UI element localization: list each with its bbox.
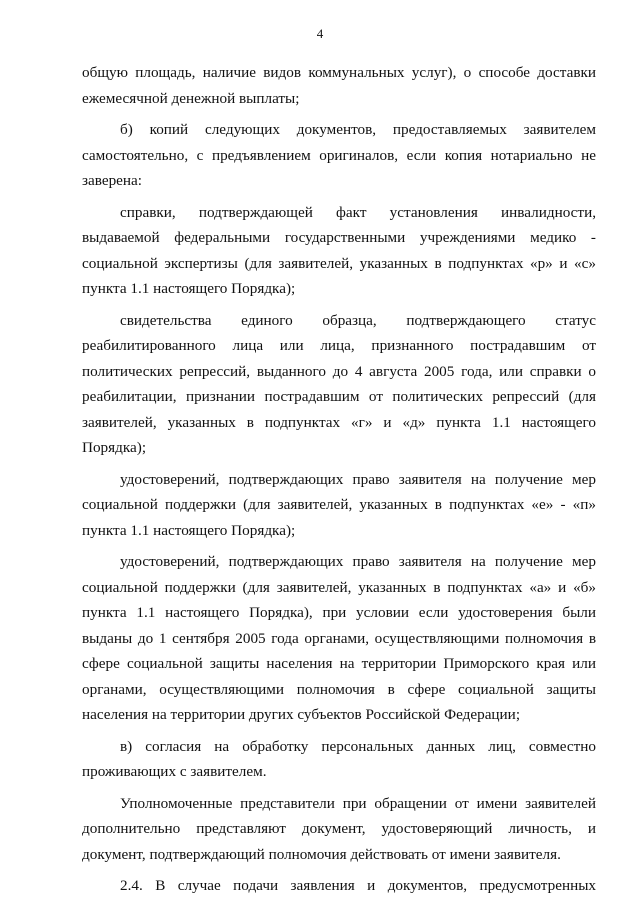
paragraph-continuation: общую площадь, наличие видов коммунальных услуг), о способе доставки ежемесячной денежной выплаты; — [82, 64, 596, 107]
paragraph-ids-e-p: удостоверений, подтверждающих право заявителя на получение мер социальной поддержки (для заявителей, указанных в подпунктах «е» - «п» пункта 1.1 настоящего Порядка); — [82, 470, 596, 539]
paragraph-ids-a-b: удостоверений, подтверждающих право заявителя на получение мер социальной поддержки (для заявителей, указанных в подпунктах «а» и «б» пункта 1.1 настоящего Порядка), при условии если удостоверения были выданы до 1 сентября 2005 года органами, осуществляющими полномочия в сфере социальной защиты населения на территории Приморского края или органами, осуществляющими полномочия в сфере социальной защиты населения на территории других субъектов Российской Федерации; — [82, 553, 596, 723]
paragraph-representatives: Уполномоченные представители при обращении от имени заявителей дополнительно представляют документ, удостоверяющий личность, и документ, подтверждающий полномочия действовать от имени заявителя. — [82, 794, 596, 863]
document-body — [82, 60, 596, 905]
paragraph-item-b: б) копий следующих документов, предоставляемых заявителем самостоятельно, с предъявлением оригиналов, если копия нотариально не заверена: — [82, 121, 596, 189]
page-number: 4 — [316, 26, 324, 41]
paragraph-2-4: 2.4. В случае подачи заявления и документов, предусмотренных — [120, 877, 596, 894]
paragraph-rehabilitation-certificate: свидетельства единого образца, подтверждающего статус реабилитированного лица или лица, признанного пострадавшим от политических репрессий, выданного до 4 августа 2005 года, или справки о реабилитации, признании пострадавшим от политических репрессий (для заявителей, указанных в подпунктах «г» и «д» пункта 1.1 настоящего Порядка); — [82, 311, 596, 456]
paragraph-disability-certificate: справки, подтверждающей факт установления инвалидности, выдаваемой федеральными государственными учреждениями медико - социальной экспертизы (для заявителей, указанных в подпунктах «р» и «с» пункта 1.1 настоящего Порядка); — [82, 203, 596, 297]
paragraph-item-v: в) согласия на обработку персональных данных лиц, совместно проживающих с заявителем. — [82, 737, 596, 780]
